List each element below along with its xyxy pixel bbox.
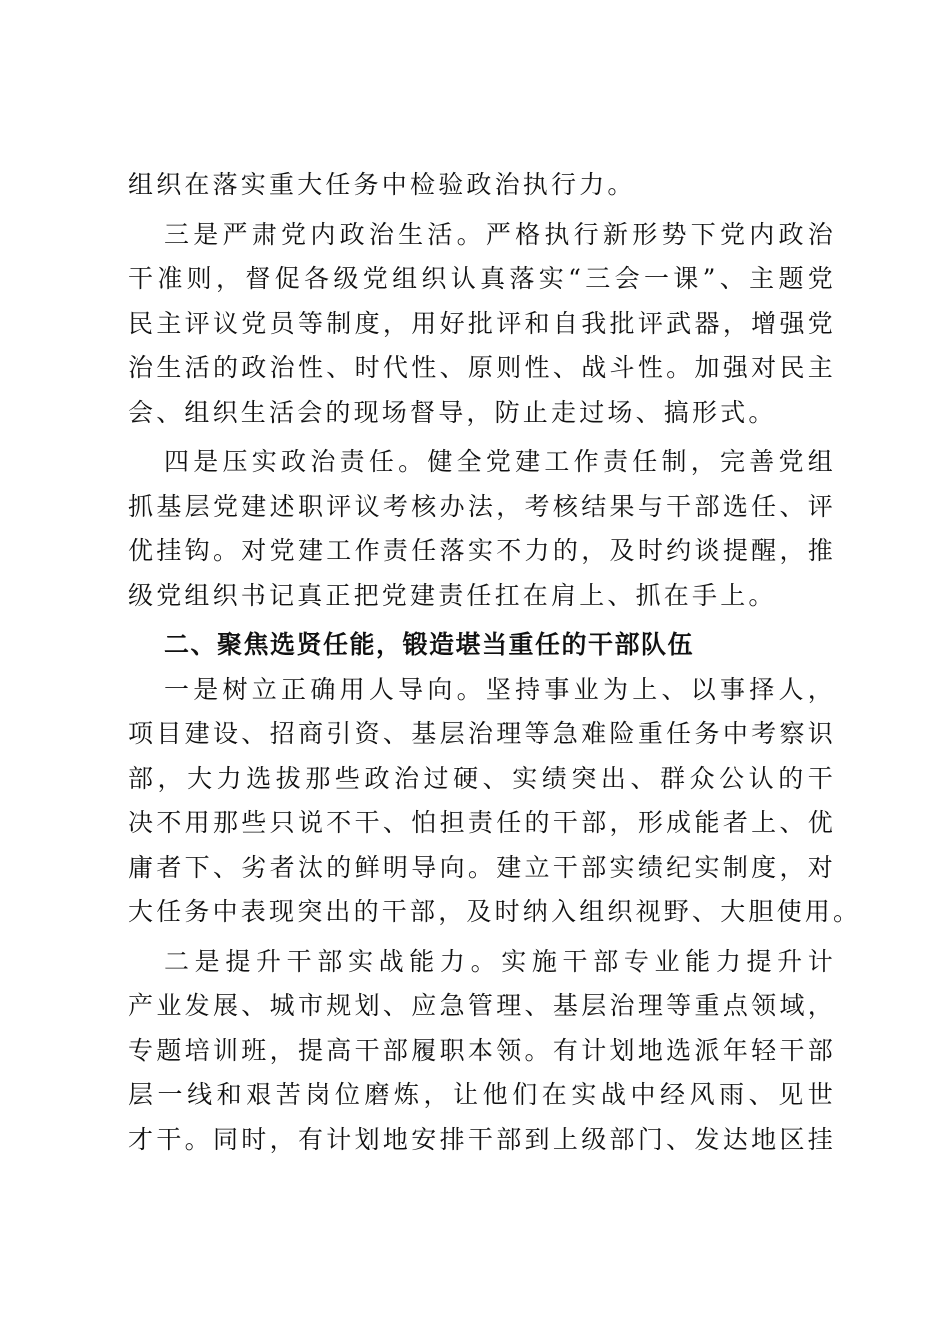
- paragraph-line: 级党组织书记真正把党建责任扛在肩上、抓在手上。: [128, 580, 777, 610]
- paragraph-line: 组织在落实重大任务中检验政治执行力。: [128, 170, 636, 199]
- paragraph-line: 抓基层党建述职评议考核办法，考核结果与干部选任、评: [128, 491, 836, 521]
- paragraph-line: 部，大力选拔那些政治过硬、实绩突出、群众公认的干: [128, 763, 836, 793]
- paragraph-line: 民主评议党员等制度，用好批评和自我批评武器，增强党: [128, 308, 836, 338]
- paragraph-line: 产业发展、城市规划、应急管理、基层治理等重点领域，: [128, 991, 836, 1020]
- paragraph-line: 决不用那些只说不干、怕担责任的干部，形成能者上、优: [128, 808, 836, 837]
- document-body: [128, 163, 862, 1162]
- paragraph-line: 项目建设、招商引资、基层治理等急难险重任务中考察识: [128, 719, 836, 748]
- section-heading: 二、聚焦选贤任能，锻造堪当重任的干部队伍: [164, 630, 695, 659]
- paragraph-line: 会、组织生活会的现场督导，防止走过场、搞形式。: [128, 397, 777, 427]
- paragraph-line: 四是压实政治责任。健全党建工作责任制，完善党组: [164, 447, 836, 476]
- paragraph-line: 才干。同时，有计划地安排干部到上级部门、发达地区挂: [128, 1124, 836, 1154]
- paragraph-line: 干准则，督促各级党组织认真落实“三会一课”、主题党: [128, 264, 836, 293]
- paragraph-line: 二是提升干部实战能力。实施干部专业能力提升计: [164, 946, 836, 976]
- paragraph-line: 优挂钩。对党建工作责任落实不力的，及时约谈提醒，推: [128, 536, 836, 565]
- paragraph-line: 大任务中表现突出的干部，及时纳入组织视野、大胆使用。: [128, 897, 862, 926]
- paragraph-line: 庸者下、劣者汰的鲜明导向。建立干部实绩纪实制度，对: [128, 852, 836, 882]
- paragraph-line: 层一线和艰苦岗位磨炼，让他们在实战中经风雨、见世: [128, 1080, 836, 1109]
- paragraph-line: 一是树立正确用人导向。坚持事业为上、以事择人，: [164, 674, 836, 704]
- paragraph-line: 治生活的政治性、时代性、原则性、战斗性。加强对民主: [128, 353, 836, 382]
- paragraph-line: 专题培训班，提高干部履职本领。有计划地选派年轻干部: [128, 1035, 836, 1065]
- paragraph-line: 三是严肃党内政治生活。严格执行新形势下党内政治: [164, 219, 836, 249]
